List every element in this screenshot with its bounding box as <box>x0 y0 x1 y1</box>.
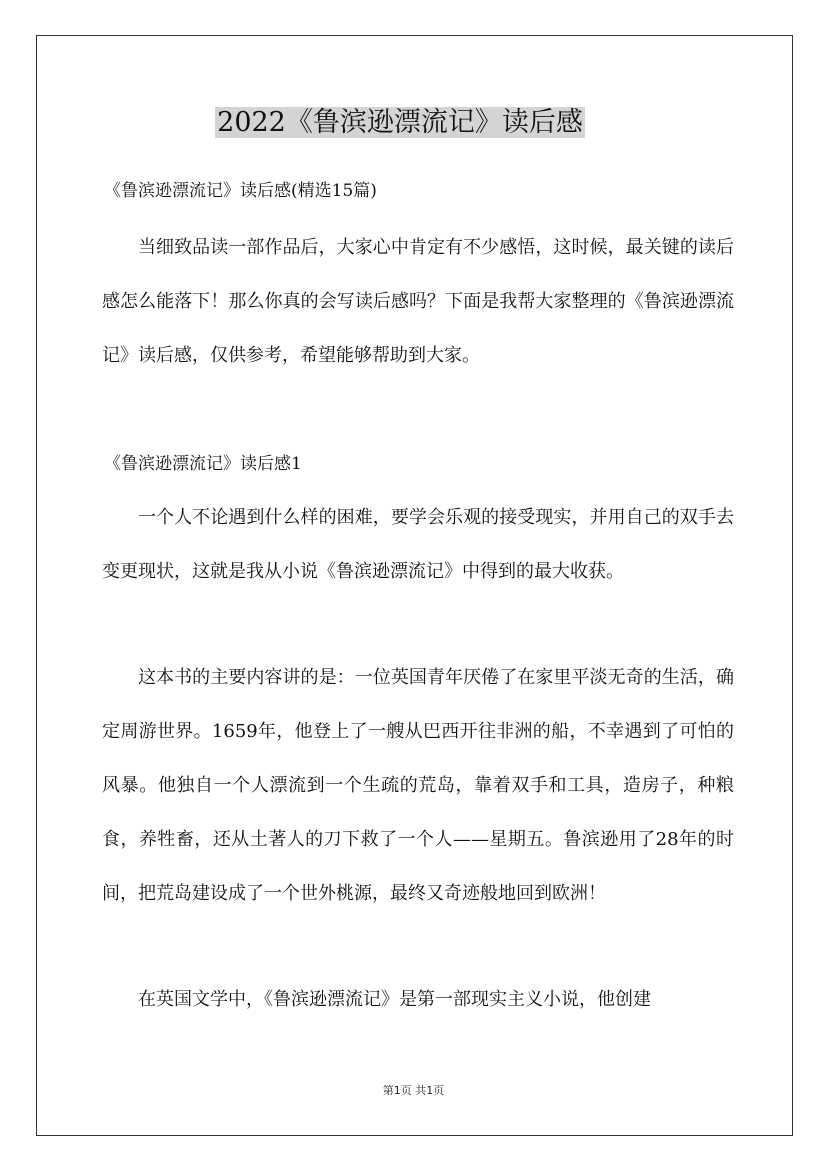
body-paragraph: 一个人不论遇到什么样的困难，要学会乐观的接受现实，并用自己的双手去变更现状，这就是我从小说《鲁滨逊漂流记》中得到的最大收获。 <box>102 507 734 582</box>
document-title-text: 2022《鲁滨逊漂流记》读后感 <box>217 107 583 138</box>
page-number-footer: 第1页 共1页 <box>382 1084 445 1097</box>
document-subtitle: 《鲁滨逊漂流记》读后感(精选15篇) <box>104 181 377 201</box>
section-heading: 《鲁滨逊漂流记》读后感1 <box>104 454 302 474</box>
document-title <box>66 104 734 142</box>
body-paragraph: 在英国文学中，《鲁滨逊漂流记》是第一部现实主义小说，他创建 <box>138 989 651 1010</box>
intro-paragraph: 当细致品读一部作品后，大家心中肯定有不少感悟，这时候，最关键的读后感怎么能落下！那么你真的会写读后感吗？下面是我帮大家整理的《鲁滨逊漂流记》读后感，仅供参考，希望能够帮助到大家。 <box>102 237 734 366</box>
body-paragraph: 这本书的主要内容讲的是：一位英国青年厌倦了在家里平淡无奇的生活，确定周游世界。1659年，他登上了一艘从巴西开往非洲的船，不幸遇到了可怕的风暴。他独自一个人漂流到一个生疏的荒岛，靠着双手和工具，造房子，种粮食，养牲畜，还从土著人的刀下救了一个人——星期五。鲁滨逊用了28年的时间，把荒岛建设成了一个世外桃源，最终又奇迹般地回到欧洲！ <box>102 667 734 904</box>
